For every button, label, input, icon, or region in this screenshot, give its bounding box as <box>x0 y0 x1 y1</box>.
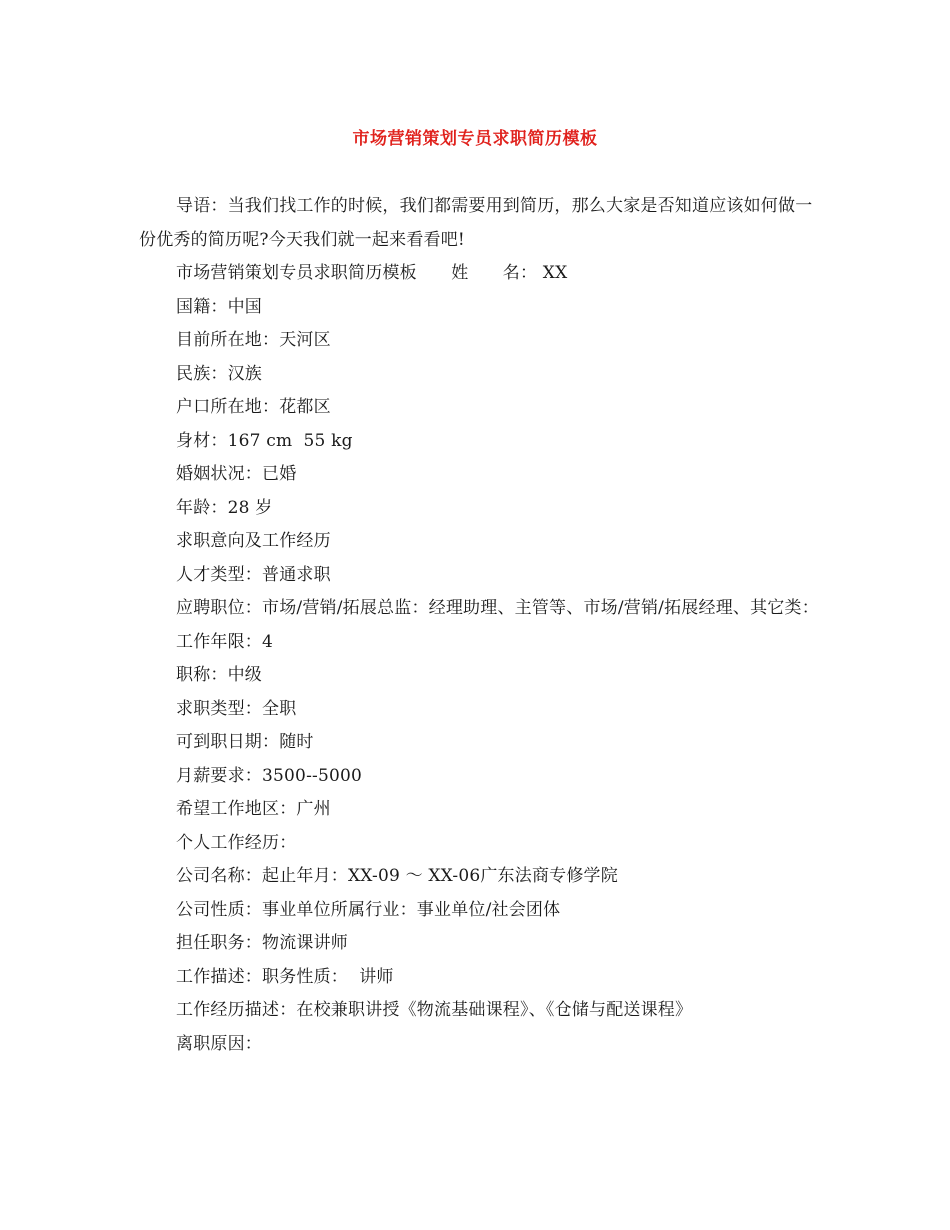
document-body <box>139 190 829 1061</box>
position-held-line: 担任职务：物流课讲师 <box>176 933 348 953</box>
work-years-line: 工作年限：4 <box>176 631 274 652</box>
nationality-line: 国籍：中国 <box>176 296 262 317</box>
intro-paragraph: 导语：当我们找工作的时候，我们都需要用到简历，那么大家是否知道应该如何做一份优秀的简历呢?今天我们就一起来看看吧! <box>139 196 813 250</box>
job-description-line: 工作描述：职务性质： 讲师 <box>176 966 394 987</box>
salary-requirement-line: 月薪要求：3500--5000 <box>176 765 363 786</box>
company-name-line: 公司名称：起止年月：XX-09 ～ XX-06广东法商专修学院 <box>176 866 618 886</box>
work-experience-description-line: 工作经历描述：在校兼职讲授《物流基础课程》、《仓储与配送课程》 <box>176 1000 693 1020</box>
ethnicity-line: 民族：汉族 <box>176 363 262 384</box>
marital-status-line: 婚姻状况：已婚 <box>176 464 297 484</box>
resume-heading-name-line: 市场营销策划专员求职简历模板 姓 名： XX <box>176 263 568 283</box>
company-nature-line: 公司性质：事业单位所属行业：事业单位/社会团体 <box>176 899 561 920</box>
desired-work-area-line: 希望工作地区：广州 <box>176 799 331 819</box>
section-heading-job-intent: 求职意向及工作经历 <box>176 531 331 551</box>
available-date-line: 可到职日期：随时 <box>176 732 314 752</box>
household-registration-line: 户口所在地：花都区 <box>176 397 331 417</box>
current-location-line: 目前所在地：天河区 <box>176 330 331 350</box>
reason-for-leaving-line: 离职原因： <box>176 1033 262 1054</box>
professional-title-line: 职称：中级 <box>176 665 262 685</box>
talent-type-line: 人才类型：普通求职 <box>176 564 331 585</box>
document-title: 市场营销策划专员求职简历模板 <box>352 129 598 149</box>
job-type-line: 求职类型：全职 <box>176 698 297 719</box>
section-heading-work-history: 个人工作经历： <box>176 832 297 853</box>
age-line: 年龄：28 岁 <box>176 497 273 518</box>
body-measurements-line: 身材：167 cm 55 kg <box>176 430 353 451</box>
applied-position-line: 应聘职位：市场/营销/拓展总监：经理助理、主管等、市场/营销/拓展经理、其它类： <box>176 598 819 618</box>
